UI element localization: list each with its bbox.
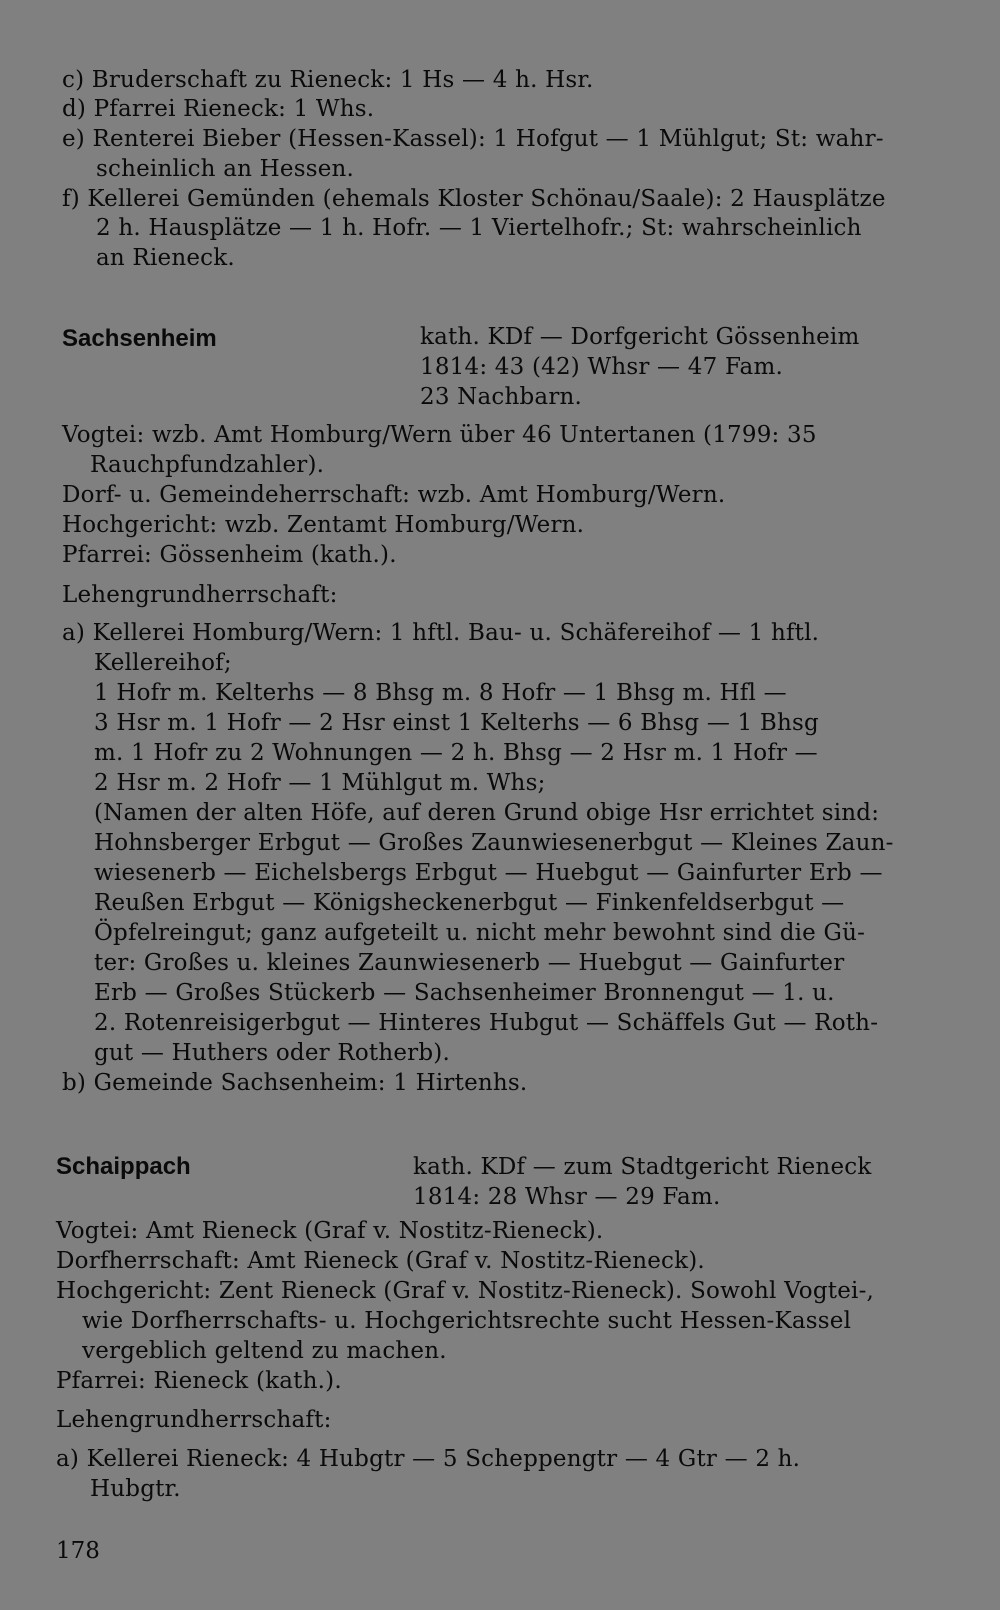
text-line: vergeblich geltend zu machen. [82, 1338, 447, 1364]
text-line: Rauchpfundzahler). [90, 452, 325, 478]
text-line: Hubgtr. [90, 1476, 181, 1502]
text-line: c) Bruderschaft zu Rieneck: 1 Hs — 4 h. Hsr. [62, 67, 594, 93]
entry-header-line: 23 Nachbarn. [420, 384, 583, 410]
text-line: 2. Rotenreisigerbgut — Hinteres Hubgut — Schäffels Gut — Roth- [94, 1010, 879, 1036]
entry-header-line: kath. KDf — Dorfgericht Gössenheim [420, 324, 860, 350]
text-line: 2 Hsr m. 2 Hofr — 1 Mühlgut m. Whs; [94, 770, 546, 796]
text-line: f) Kellerei Gemünden (ehemals Kloster Schönau/Saale): 2 Hausplätze [62, 186, 886, 212]
text-line: e) Renterei Bieber (Hessen-Kassel): 1 Hofgut — 1 Mühlgut; St: wahr- [62, 126, 884, 152]
text-line: Pfarrei: Gössenheim (kath.). [62, 542, 397, 568]
text-line: a) Kellerei Rieneck: 4 Hubgtr — 5 Scheppengtr — 4 Gtr — 2 h. [56, 1446, 801, 1472]
text-line: Erb — Großes Stückerb — Sachsenheimer Bronnengut — 1. u. [94, 980, 835, 1006]
text-line: wiesenerb — Eichelsbergs Erbgut — Huebgut — Gainfurter Erb — [94, 860, 883, 886]
entry-heading: Sachsenheim [62, 325, 217, 352]
text-line: wie Dorfherrschafts- u. Hochgerichtsrechte sucht Hessen-Kassel [82, 1308, 852, 1334]
text-line: Lehengrundherrschaft: [56, 1407, 332, 1433]
text-line: Lehengrundherrschaft: [62, 582, 338, 608]
entry-header-line: 1814: 28 Whsr — 29 Fam. [413, 1184, 721, 1210]
text-line: Reußen Erbgut — Königsheckenerbgut — Finkenfeldserbgut — [94, 890, 845, 916]
text-line: Dorf- u. Gemeindeherrschaft: wzb. Amt Homburg/Wern. [62, 482, 726, 508]
text-line: Kellereihof; [94, 650, 232, 676]
text-line: gut — Huthers oder Rotherb). [94, 1040, 450, 1066]
text-line: Hohnsberger Erbgut — Großes Zaunwiesenerbgut — Kleines Zaun- [94, 830, 894, 856]
entry-heading: Schaippach [56, 1153, 191, 1180]
text-line: 1 Hofr m. Kelterhs — 8 Bhsg m. 8 Hofr — 1 Bhsg m. Hfl — [94, 680, 787, 706]
text-line: an Rieneck. [96, 245, 235, 271]
text-line: ter: Großes u. kleines Zaunwiesenerb — Huebgut — Gainfurter [94, 950, 845, 976]
text-line: Vogtei: wzb. Amt Homburg/Wern über 46 Untertanen (1799: 35 [62, 422, 817, 448]
entry-header-line: kath. KDf — zum Stadtgericht Rieneck [413, 1154, 872, 1180]
text-line: 2 h. Hausplätze — 1 h. Hofr. — 1 Viertelhofr.; St: wahrscheinlich [96, 215, 862, 241]
text-line: d) Pfarrei Rieneck: 1 Whs. [62, 96, 375, 122]
text-line: Öpfelreingut; ganz aufgeteilt u. nicht mehr bewohnt sind die Gü- [94, 920, 866, 946]
text-line: (Namen der alten Höfe, auf deren Grund obige Hsr errichtet sind: [94, 800, 880, 826]
text-line: scheinlich an Hessen. [96, 156, 355, 182]
text-line: 3 Hsr m. 1 Hofr — 2 Hsr einst 1 Kelterhs — 6 Bhsg — 1 Bhsg [94, 710, 819, 736]
text-line: Hochgericht: Zent Rieneck (Graf v. Nostitz-Rieneck). Sowohl Vogtei-, [56, 1278, 875, 1304]
entry-header-line: 1814: 43 (42) Whsr — 47 Fam. [420, 354, 783, 380]
text-line: b) Gemeinde Sachsenheim: 1 Hirtenhs. [62, 1070, 528, 1096]
text-line: Vogtei: Amt Rieneck (Graf v. Nostitz-Rieneck). [56, 1218, 604, 1244]
text-line: Pfarrei: Rieneck (kath.). [56, 1368, 342, 1394]
text-line: m. 1 Hofr zu 2 Wohnungen — 2 h. Bhsg — 2 Hsr m. 1 Hofr — [94, 740, 818, 766]
text-line: Dorfherrschaft: Amt Rieneck (Graf v. Nostitz-Rieneck). [56, 1248, 705, 1274]
text-line: a) Kellerei Homburg/Wern: 1 hftl. Bau- u. Schäfereihof — 1 hftl. [62, 620, 820, 646]
page-number: 178 [56, 1538, 100, 1564]
text-line: Hochgericht: wzb. Zentamt Homburg/Wern. [62, 512, 585, 538]
